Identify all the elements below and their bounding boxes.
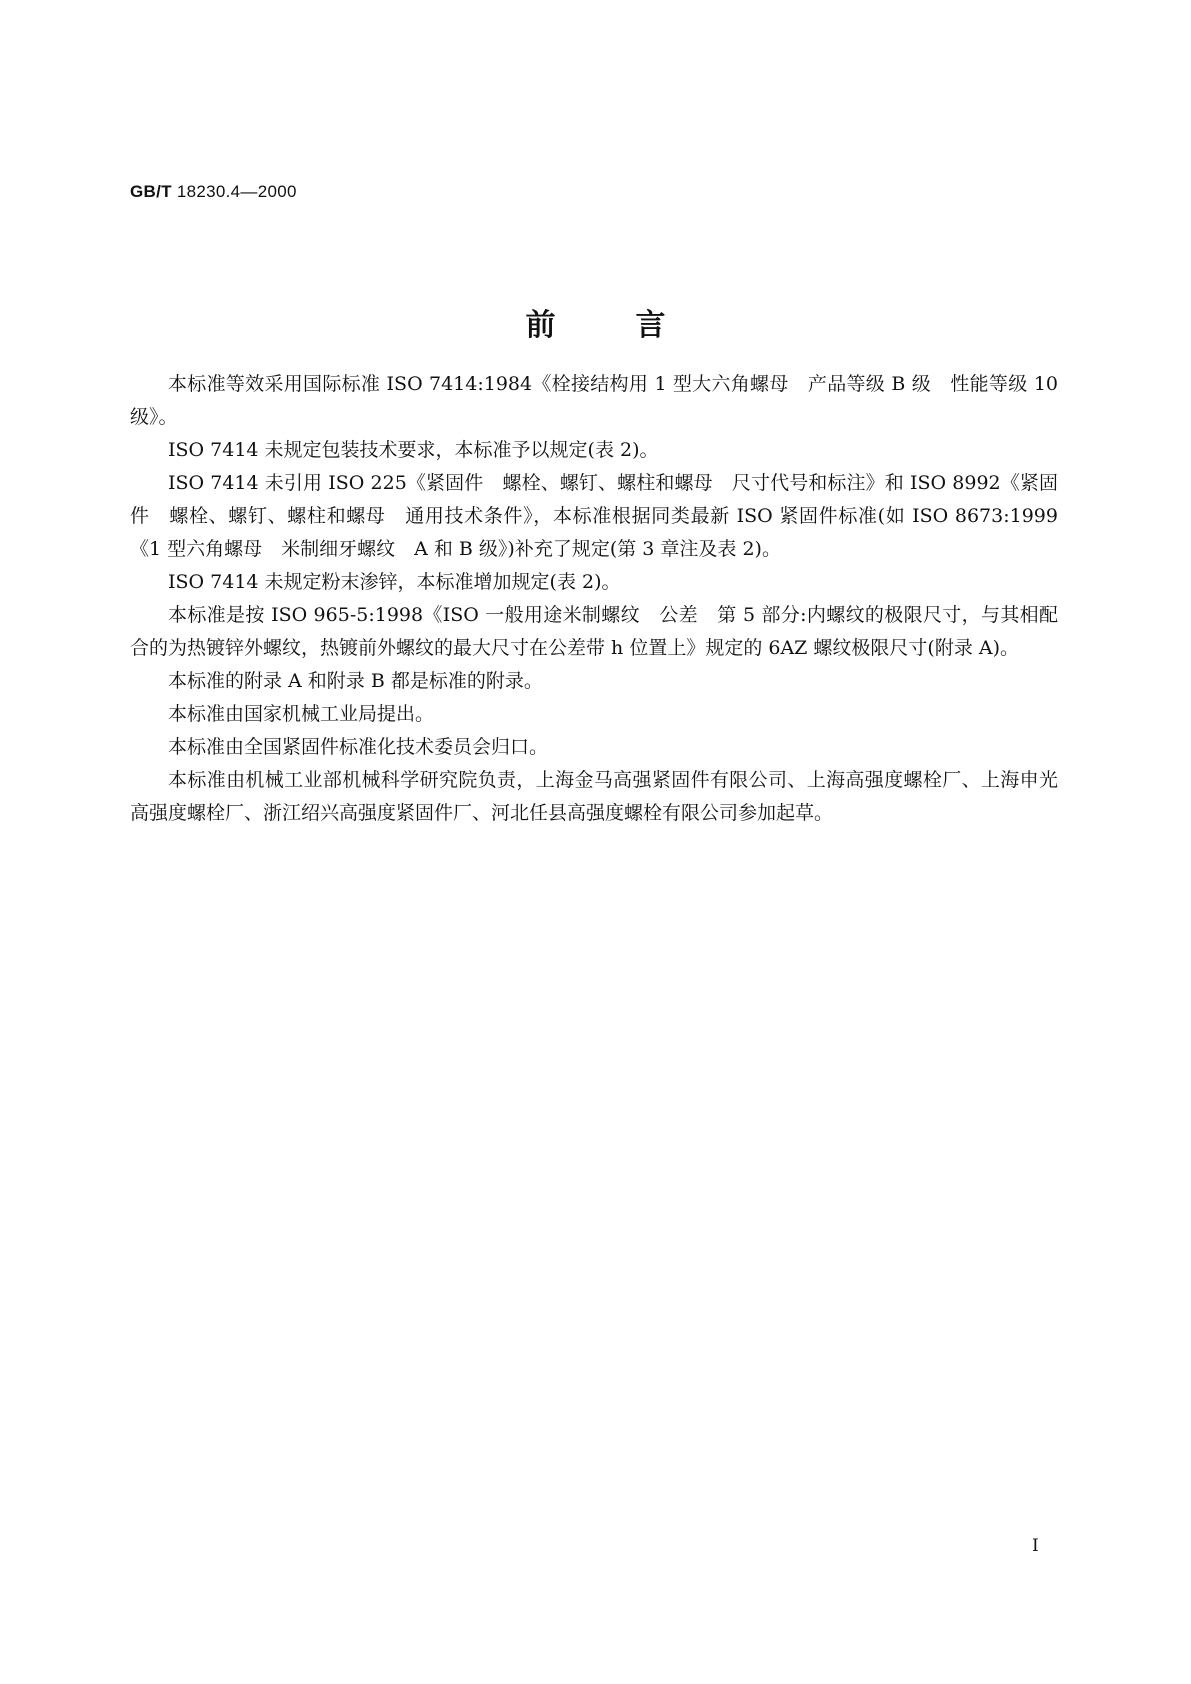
- standard-code: [130, 182, 297, 202]
- paragraph: 本标准由全国紧固件标准化技术委员会归口。: [168, 736, 549, 758]
- paragraph: ISO 7414 未规定粉末渗锌，本标准增加规定(表 2)。: [168, 571, 621, 593]
- paragraph: 本标准的附录 A 和附录 B 都是标准的附录。: [168, 670, 543, 692]
- paragraph: ISO 7414 未引用 ISO 225《紧固件 螺栓、螺钉、螺柱和螺母 尺寸代号和标注》和 ISO 8992《紧固件 螺栓、螺钉、螺柱和螺母 通用技术条件》，本标准根据同类最新 ISO 紧固件标准(如 ISO 8673:1999《1 型六角螺母 米制细牙螺纹 A 和 B 级》)补充了规定(第 3 章注及表 2)。: [130, 472, 1058, 560]
- paragraph: 本标准等效采用国际标准 ISO 7414:1984《栓接结构用 1 型大六角螺母 产品等级 B 级 性能等级 10 级》。: [130, 373, 1058, 428]
- paragraph: 本标准是按 ISO 965-5:1998《ISO 一般用途米制螺纹 公差 第 5 部分:内螺纹的极限尺寸，与其相配合的为热镀锌外螺纹，热镀前外螺纹的最大尺寸在公差带 h 位置上》规定的 6AZ 螺纹极限尺寸(附录 A)。: [130, 604, 1058, 659]
- standard-code-number: 18230.4—2000: [176, 182, 297, 201]
- paragraph: 本标准由机械工业部机械科学研究院负责，上海金马高强紧固件有限公司、上海高强度螺栓厂、上海申光高强度螺栓厂、浙江绍兴高强度紧固件厂、河北任县高强度螺栓有限公司参加起草。: [130, 769, 1058, 824]
- paragraph: 本标准由国家机械工业局提出。: [168, 703, 435, 725]
- page-title: 前言: [525, 308, 746, 343]
- page-number: I: [1032, 1536, 1039, 1556]
- standard-code-prefix: GB/T: [130, 182, 172, 201]
- paragraph: ISO 7414 未规定包装技术要求，本标准予以规定(表 2)。: [168, 439, 659, 461]
- foreword-body: [130, 368, 1058, 830]
